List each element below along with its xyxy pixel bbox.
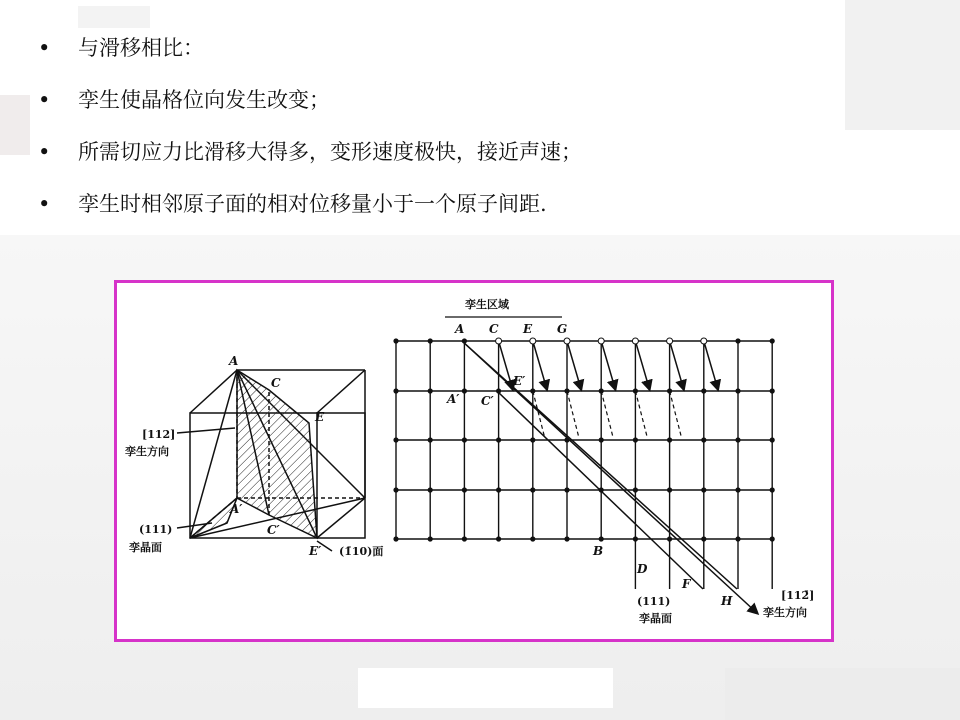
original-atom: [530, 338, 536, 344]
shear-dashed-line: [601, 391, 613, 438]
lattice-atom: [428, 487, 433, 492]
original-atom: [598, 338, 604, 344]
direction-label: 孪生方向: [125, 445, 169, 458]
lattice-atom: [393, 487, 398, 492]
twinning-direction-arrow: [462, 341, 757, 613]
twin-plane-code: (111): [139, 523, 173, 536]
direction-label: 孪生方向: [763, 606, 807, 619]
original-atom: [701, 338, 707, 344]
top-point-label: G: [557, 322, 568, 336]
point-label-b: B: [593, 544, 604, 558]
direction-code: [112]: [142, 428, 176, 441]
top-point-label: A: [455, 322, 465, 336]
twin-plane-code: (111): [637, 595, 671, 608]
lattice-atom: [428, 388, 433, 393]
lattice-atom: [667, 536, 672, 541]
lattice-atom: [599, 437, 604, 442]
point-label-c-prime: C′: [267, 523, 280, 537]
lattice-atom: [599, 536, 604, 541]
shear-arrow: [635, 341, 649, 389]
lattice-atom: [496, 487, 501, 492]
original-atom: [564, 338, 570, 344]
point-label-h: H: [721, 594, 733, 608]
background-panel: [845, 0, 960, 130]
lattice-atom: [633, 437, 638, 442]
background-patch: [0, 95, 30, 155]
twinning-figure: [114, 280, 834, 642]
point-label-c: C: [271, 376, 281, 390]
lattice-atom: [428, 536, 433, 541]
direction-code: [112̄]: [781, 589, 815, 602]
lattice-atom: [735, 338, 740, 343]
lattice-atom: [735, 487, 740, 492]
bullet-marker: •: [38, 36, 51, 60]
lattice-atom: [701, 536, 706, 541]
bullet-text: 与滑移相比：: [78, 36, 204, 60]
lattice-atom: [428, 338, 433, 343]
bullet-marker: •: [38, 140, 51, 164]
original-atom: [632, 338, 638, 344]
bullet-text: 孪生时相邻原子面的相对位移量小于一个原子间距.: [78, 192, 547, 216]
point-label-d: D: [637, 562, 648, 576]
lattice-atom: [564, 487, 569, 492]
cube-edge: [317, 370, 365, 413]
lattice-atom: [462, 536, 467, 541]
lattice-atom: [701, 437, 706, 442]
point-label-a-prime: A′: [230, 502, 243, 516]
lattice-atom: [770, 338, 775, 343]
shear-dashed-line: [635, 391, 647, 438]
lattice-atom: [770, 388, 775, 393]
cube-edge: [190, 370, 237, 413]
shear-arrow: [670, 341, 684, 389]
lattice-atom: [393, 338, 398, 343]
bullet-text: 孪生使晶格位向发生改变；: [78, 88, 330, 112]
point-label-a: A: [229, 354, 239, 368]
lattice-atom: [735, 536, 740, 541]
face-label: (1̄10)面: [339, 545, 384, 558]
bullet-marker: •: [38, 88, 51, 112]
point-label-e-prime: E′: [309, 544, 322, 558]
shear-arrow: [567, 341, 581, 389]
shear-dashed-line: [670, 391, 682, 438]
lattice-atom: [530, 536, 535, 541]
lattice-atom: [735, 388, 740, 393]
top-point-label: E: [523, 322, 533, 336]
lattice-atom: [428, 437, 433, 442]
leader-line: [177, 428, 235, 433]
lattice-atom: [735, 437, 740, 442]
lattice-atom: [530, 437, 535, 442]
bullet-text: 所需切应力比滑移大得多，变形速度极快，接近声速；: [78, 140, 582, 164]
lattice-atom: [462, 388, 467, 393]
lattice-atom: [667, 437, 672, 442]
bullet-marker: •: [38, 192, 51, 216]
lattice-atom: [496, 437, 501, 442]
lattice-atom: [393, 388, 398, 393]
shear-arrow: [704, 341, 718, 389]
lattice-atom: [770, 437, 775, 442]
lattice-atom: [564, 536, 569, 541]
twinning-diagram-svg: [117, 283, 831, 639]
lattice-atom: [496, 536, 501, 541]
twin-region-label: 孪生区域: [465, 298, 509, 311]
lattice-atom: [633, 536, 638, 541]
background-patch: [78, 6, 150, 28]
point-label-c-prime: C′: [481, 394, 494, 408]
background-patch: [358, 668, 613, 708]
original-atom: [496, 338, 502, 344]
lattice-atom: [633, 487, 638, 492]
background-patch: [725, 668, 960, 720]
lattice-atom: [667, 487, 672, 492]
shear-arrow: [601, 341, 615, 389]
twin-plane-label: 孪晶面: [639, 612, 672, 625]
lattice-atom: [462, 487, 467, 492]
lattice-atom: [393, 437, 398, 442]
lattice-atom: [701, 388, 706, 393]
point-label-f: F: [682, 577, 691, 591]
twin-plane-label: 孪晶面: [129, 541, 162, 554]
point-label-e: E: [315, 410, 325, 424]
top-point-label: C: [489, 322, 499, 336]
lattice-atom: [770, 487, 775, 492]
point-label-e-prime: E′: [513, 374, 526, 388]
lattice-atom: [701, 487, 706, 492]
lattice-atom: [530, 487, 535, 492]
lattice-atom: [462, 437, 467, 442]
lattice-diagram: [393, 338, 774, 613]
lattice-atom: [770, 536, 775, 541]
original-atom: [667, 338, 673, 344]
shear-arrow: [533, 341, 547, 389]
lattice-atom: [393, 536, 398, 541]
point-label-a-prime: A′: [447, 392, 460, 406]
shear-dashed-line: [567, 391, 579, 438]
